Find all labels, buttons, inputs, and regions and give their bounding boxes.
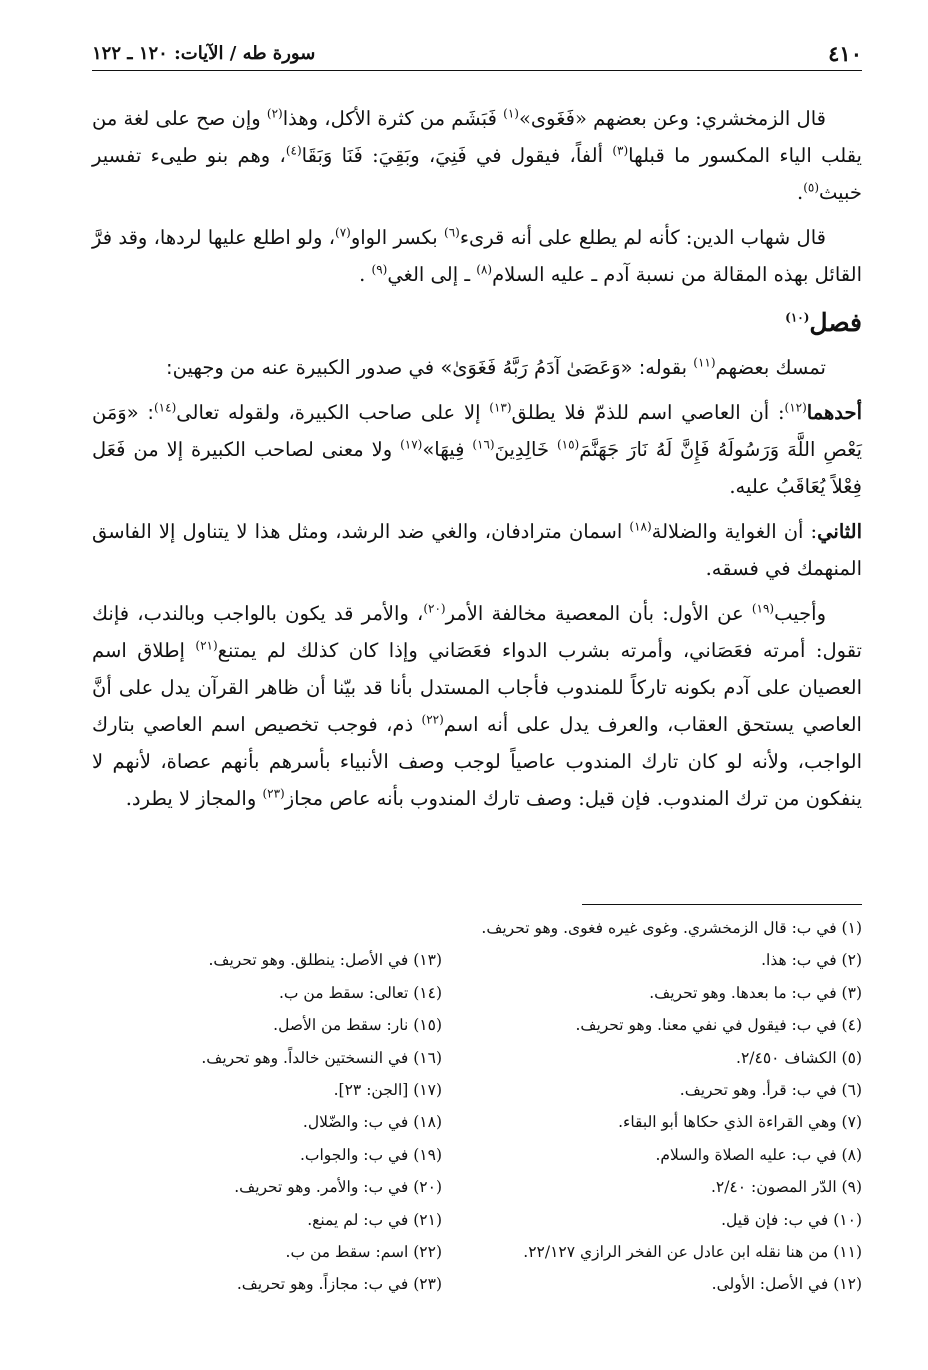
footnotes-column-left (82, 912, 442, 1301)
footnotes-column-right (442, 912, 862, 1301)
footnote-ref[interactable]: (١٣) (489, 400, 512, 415)
main-text (92, 100, 862, 825)
footnote-ref[interactable]: (١٠) (785, 310, 810, 325)
footnote-ref[interactable]: (١٥) (556, 437, 580, 452)
footnote-item: (٣) في ب: ما بعدها. وهو تحريف. (649, 983, 862, 1002)
footnote-item: (١٨) في ب: والضّلال. (302, 1113, 442, 1132)
footnote-item: (١٢) في الأصل: الأولى. (711, 1275, 862, 1294)
footnote-ref[interactable]: (١٢) (784, 400, 807, 415)
footnote-ref[interactable]: (٦) (444, 225, 460, 240)
footnote-ref[interactable]: (١٦) (472, 437, 495, 452)
footnote-ref[interactable]: (٩) (371, 262, 388, 277)
footnote-ref[interactable]: (٥) (803, 180, 820, 195)
footnote-item: (١٠) في ب: فإن قيل. (721, 1210, 862, 1229)
paragraph-4: أحدهما$^{(١٢)}$: أن العاصي اسم للذمّ فلا يطلق$^{(١٣)}$ إلا على صاحب الكبيرة، ولقوله تعالى$^{(١٤)}$: «وَمَن يَعْصِ اللَّهَ وَرَسُولَهُ فَإِنَّ لَهُ نَارَ جَهَنَّمَ$^{(١٥)}$ خَالِدِينَ$^{(١٦)}$ فِيهَا»$^{(١٧)}$ ولا معنى لصاحب الكبيرة إلا من فَعَل فِعْلاً يُعَاقَبُ عليه. (92, 400, 863, 498)
footnote-item: (١٤) تعالى: سقط من ب. (278, 983, 442, 1002)
footnote-separator (582, 904, 862, 905)
paragraph-5: الثاني: أن الغواية والضلالة$^{(١٨)}$ اسمان مترادفان، والغي ضد الرشد، ومثل هذا لا يتناول إلا الفاسق المنهمك في فسقه. (92, 519, 863, 580)
heading-text: فصل (809, 308, 862, 337)
page-number: ٤١٠ (828, 40, 862, 66)
footnote-ref[interactable]: (١٤) (153, 400, 177, 415)
footnote-item: (٤) في ب: فيقول في نفي معنا. وهو تحريف. (575, 1016, 862, 1035)
point-label: الثاني (817, 520, 863, 543)
footnote-item: (٦) في ب: قرأ. وهو تحريف. (679, 1081, 862, 1100)
footnote-ref[interactable]: (٢١) (195, 638, 218, 653)
footnote-ref[interactable]: (٨) (476, 262, 493, 277)
footnote-ref[interactable]: (٧) (335, 225, 351, 240)
footnote-item: (١) في ب: قال الزمخشري. وغوى غيره فغوى. وهو تحريف. (481, 919, 862, 937)
running-title: سورة طه / الآيات: ١٢٠ ـ ١٢٢ (92, 42, 316, 64)
header-rule (92, 70, 862, 71)
paragraph-2: قال شهاب الدين: كأنه لم يطلع على أنه قرىء$^{(٦)}$ بكسر الواو$^{(٧)}$، ولو اطلع عليها لردها، وقد فرَّ القائل بهذه المقالة من نسبة آدم ـ عليه السلام$^{(٨)}$ ـ إلى الغي$^{(٩)}$ . (92, 225, 862, 286)
footnote-ref[interactable]: (٣) (612, 143, 629, 158)
footnote-item: (١٩) في ب: والجواب. (299, 1145, 442, 1164)
footnote-ref[interactable]: (١٧) (400, 437, 423, 452)
footnote-ref[interactable]: (١١) (693, 355, 716, 370)
footnote-ref[interactable]: (٢٠) (423, 601, 446, 616)
footnote-item: (١٦) في النسختين خالداً. وهو تحريف. (201, 1048, 442, 1067)
footnote-ref[interactable]: (٢٣) (262, 786, 285, 801)
footnote-item: (٥) الكشاف ٢/٤٥٠. (736, 1048, 862, 1067)
footnote-item: (٢١) في ب: لم يمنع. (307, 1210, 442, 1229)
footnote-item: (٧) وهي القراءة الذي حكاها أبو البقاء. (618, 1113, 862, 1132)
footnote-item: (٨) في ب: عليه الصلاة والسلام. (655, 1145, 862, 1164)
paragraph-1: قال الزمخشري: وعن بعضهم «فَغَوى»$^{(١)}$ فَبَشَم من كثرة الأكل، وهذا$^{(٢)}$ وإن صح على لغة من يقلب الياء المكسور ما قبلها$^{(٣)}$ ألفاً، فيقول في فَنِيَ، وبَقِيَ: فَنَا وَبَقَا$^{(٤)}$، وهم بنو طيىء تفسير خبيث$^{(٥)}$. (92, 106, 862, 204)
footnote-item: (٢) في ب: هذا. (761, 951, 862, 970)
paragraph-6: وأجيب$^{(١٩)}$ عن الأول: بأن المعصية مخالفة الأمر$^{(٢٠)}$، والأمر قد يكون بالواجب وبالندب، فإنك تقول: أمرته فعَصَاني، وأمرته بشرب الدواء فعَصَاني وإذا كان كذلك لم يمتنع$^{(٢١)}$ إطلاق اسم العصيان على آدم بكونه تاركاً للمندوب فأجاب المستدل بأنا قد بيّنا أن ظاهر القرآن يدل على أنَّ العاصي يستحق العقاب، والعرف يدل على أنه اسم$^{(٢٢)}$ ذم، فوجب تخصيص اسم العاصي بتارك الواجب، ولأنه لو كان تارك المندوب عاصياً لوجب وصف الأنبياء بأسرهم بأنهم عصاة، لأنهم لا ينفكون من ترك المندوب. فإن قيل: وصف تارك المندوب بأنه عاص مجاز$^{(٢٣)}$ والمجاز لا يطرد. (92, 601, 862, 810)
footnote-ref[interactable]: (١٨) (629, 519, 652, 534)
footnote-item: (١٧) [الجن: ٢٣]. (333, 1081, 442, 1100)
footnote-item: (٢٢) اسم: سقط من ب. (285, 1243, 442, 1262)
footnote-ref[interactable]: (٤) (285, 143, 302, 158)
footnote-ref[interactable]: (٢) (266, 106, 283, 121)
footnote-item: (٩) الدّر المصون: ٢/٤٠. (710, 1178, 862, 1197)
page-header (92, 36, 862, 70)
footnotes (82, 912, 862, 1301)
footnote-item: (١٣) في الأصل: ينطلق. وهو تحريف. (208, 951, 442, 970)
footnote-item: (٢٠) في ب: والأمر. وهو تحريف. (234, 1178, 442, 1197)
footnote-item: (٢٣) في ب: مجازاً. وهو تحريف. (236, 1275, 442, 1294)
footnote-ref[interactable]: (١) (503, 106, 519, 121)
footnote-item: (١١) من هنا نقله ابن عادل عن الفخر الرازي ٢٢/١٢٧. (523, 1243, 862, 1262)
footnote-ref[interactable]: (١٩) (751, 601, 775, 616)
footnote-item: (١٥) نار: سقط من الأصل. (273, 1016, 442, 1035)
paragraph-3: تمسك بعضهم$^{(١١)}$ بقوله: «وَعَصَىٰ آدَمُ رَبَّهُ فَغَوَىٰ» في صدور الكبيرة عنه من وجهين: (166, 355, 826, 379)
footnote-ref[interactable]: (٢٢) (421, 712, 444, 727)
point-label: أحدهما (806, 401, 863, 424)
section-heading (92, 303, 862, 343)
